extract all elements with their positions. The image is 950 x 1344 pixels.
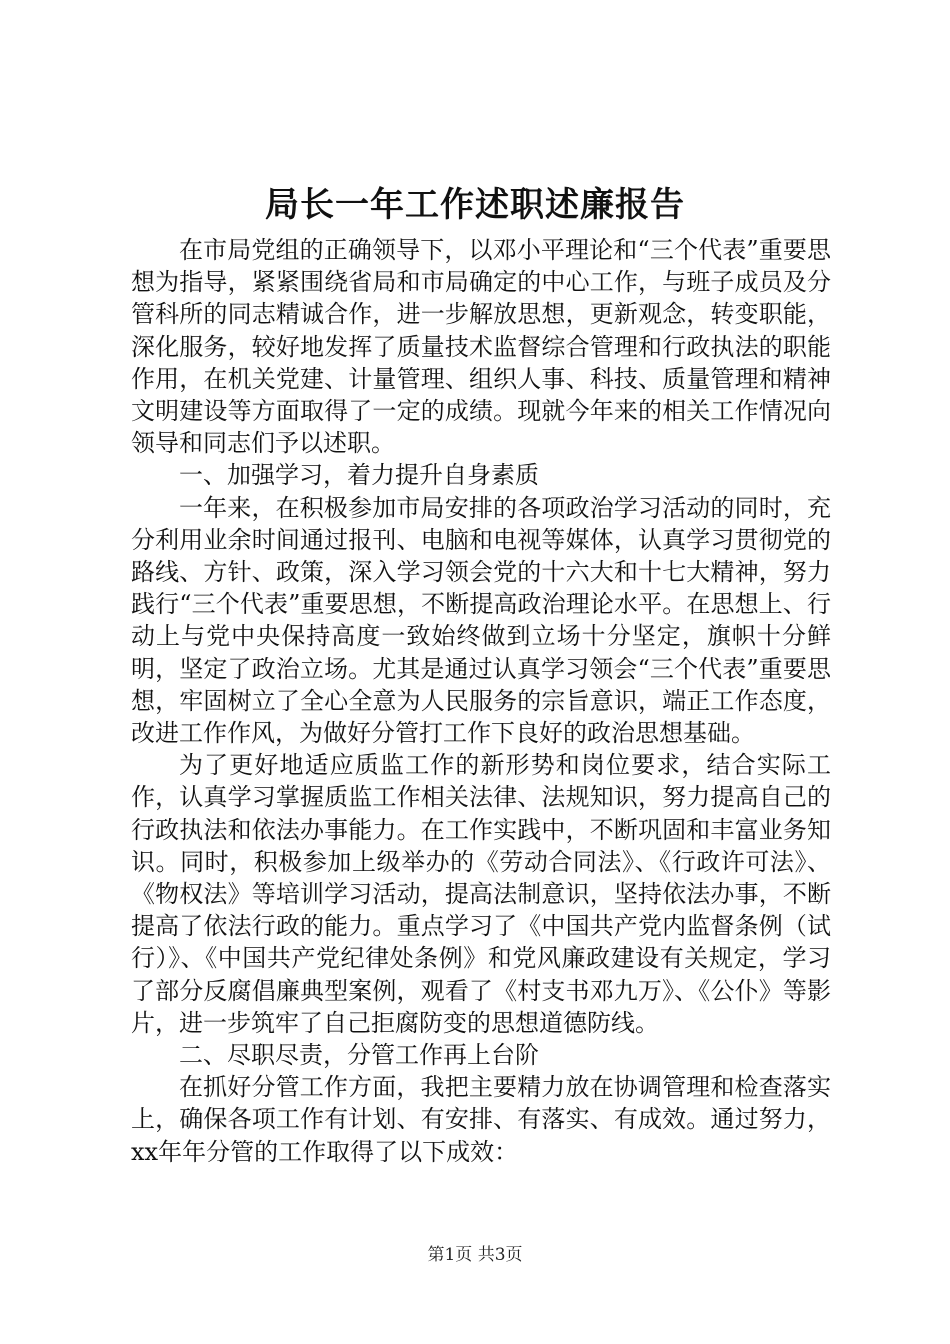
section-heading-1: 一、加强学习，着力提升自身素质 [179,461,539,490]
document-title: 局长一年工作述职述廉报告 [265,185,685,225]
section-heading-2: 二、尽职尽责，分管工作再上台阶 [179,1041,539,1070]
page-number-footer: 第1页 共3页 [427,1245,523,1265]
document-body [131,234,831,1168]
paragraph-intro: 在市局党组的正确领导下，以邓小平理论和“三个代表”重要思想为指导，紧紧围绕省局和市局确定的中心工作，与班子成员及分管科所的同志精诚合作，进一步解放思想，更新观念，转变职能，深化服务，较好地发挥了质量技术监督综合管理和行政执法的职能作用，在机关党建、计量管理、组织人事、科技、质量管理和精神文明建设等方面取得了一定的成绩。现就今年来的相关工作情况向领导和同志们予以述职。 [131,236,831,458]
paragraph-study-politics: 一年来，在积极参加市局安排的各项政治学习活动的同时，充分利用业余时间通过报刊、电脑和电视等媒体，认真学习贯彻党的路线、方针、政策，深入学习领会党的十六大和十七大精神，努力践行“三个代表”重要思想，不断提高政治理论水平。在思想上、行动上与党中央保持高度一致始终做到立场十分坚定，旗帜十分鲜明，坚定了政治立场。尤其是通过认真学习领会“三个代表”重要思想，牢固树立了全心全意为人民服务的宗旨意识，端正工作态度，改进工作作风，为做好分管打工作下良好的政治思想基础。 [131,493,831,748]
paragraph-study-law: 为了更好地适应质监工作的新形势和岗位要求，结合实际工作，认真学习掌握质监工作相关法律、法规知识，努力提高自己的行政执法和依法办事能力。在工作实践中，不断巩固和丰富业务知识。同时，积极参加上级举办的《劳动合同法》、《行政许可法》、《物权法》等培训学习活动，提高法制意识，坚持依法办事，不断提高了依法行政的能力。重点学习了《中国共产党内监督条例（试行）》、《中国共产党纪律处条例》和党风廉政建设有关规定，学习了部分反腐倡廉典型案例，观看了《村支书邓九万》、《公仆》等影片，进一步筑牢了自己拒腐防变的思想道德防线。 [131,751,831,1037]
paragraph-duties: 在抓好分管工作方面，我把主要精力放在协调管理和检查落实上，确保各项工作有计划、有安排、有落实、有成效。通过努力，xx年年分管的工作取得了以下成效： [131,1073,831,1166]
